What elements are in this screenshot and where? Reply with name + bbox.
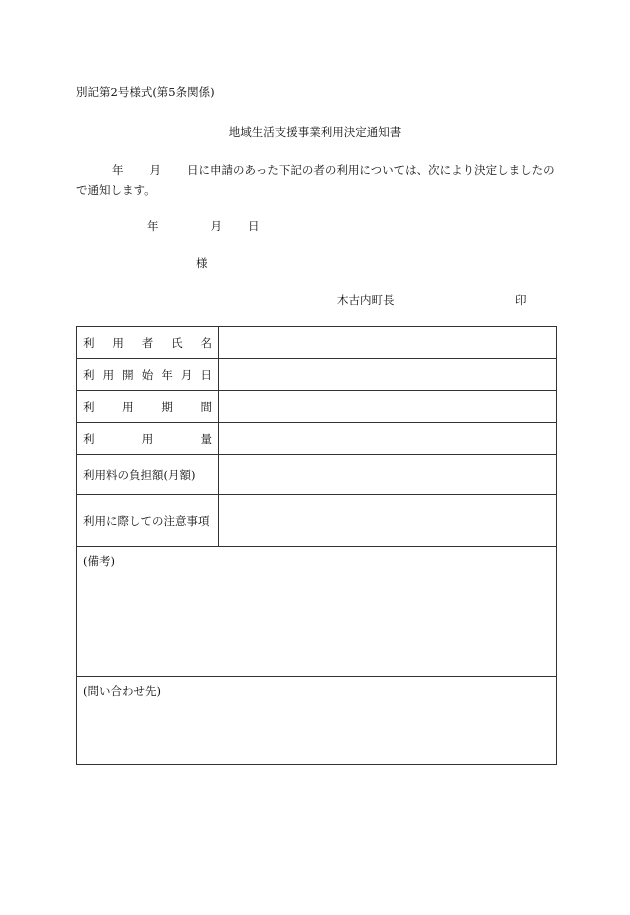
label-char: 氏 [171, 335, 183, 350]
label-fee: 利用料の負担額(月額) [77, 455, 219, 495]
table-row [77, 495, 557, 547]
notice-body [76, 160, 560, 200]
value-user-name [219, 327, 557, 359]
label-char: 者 [141, 335, 154, 350]
label-char: 期 [161, 399, 173, 414]
label-amount [77, 423, 219, 455]
addressee-suffix: 様 [196, 256, 208, 270]
date-month: 月 [210, 219, 222, 233]
label-char: 利 [83, 367, 95, 382]
label-char: 間 [200, 399, 212, 414]
document-title: 地域生活支援事業利用決定通知書 [228, 125, 402, 139]
value-notes [219, 495, 557, 547]
table-row [77, 391, 557, 423]
date-year: 年 [147, 219, 159, 233]
label-char: 始 [141, 367, 154, 382]
issue-date [147, 218, 260, 234]
label-char: 年 [161, 367, 173, 382]
label-char: 月 [180, 367, 193, 382]
table-row [77, 327, 557, 359]
label-char: 用 [122, 399, 134, 414]
label-char: 量 [200, 431, 212, 446]
table-row [77, 455, 557, 495]
form-reference: 別記第2号様式(第5条関係) [76, 85, 215, 99]
label-user-name [77, 327, 219, 359]
contact-label: (問い合わせ先) [83, 684, 161, 698]
table-row [77, 547, 557, 677]
label-char: 用 [141, 431, 154, 446]
table-row [77, 359, 557, 391]
value-start-date [219, 359, 557, 391]
seal-mark: 印 [515, 293, 527, 307]
label-char: 用 [102, 367, 115, 382]
value-amount [219, 423, 557, 455]
label-char: 利 [83, 335, 95, 350]
body-day-text: 日に申請のあった下記の者の利用については、次により決定しましたので通知します。 [76, 163, 555, 197]
decision-table [76, 326, 557, 765]
label-char: 利 [83, 399, 95, 414]
value-fee [219, 455, 557, 495]
label-char: 開 [122, 367, 134, 382]
label-start-date [77, 359, 219, 391]
issuer-name: 木古内町長 [337, 293, 395, 307]
label-notes: 利用に際しての注意事項 [77, 495, 219, 547]
body-year: 年 [112, 163, 124, 177]
value-period [219, 391, 557, 423]
label-period [77, 391, 219, 423]
label-char: 用 [112, 335, 124, 350]
remarks-cell [77, 547, 557, 677]
table-row [77, 677, 557, 765]
label-char: 日 [200, 367, 212, 382]
date-day: 日 [248, 219, 260, 233]
label-char: 利 [83, 431, 95, 446]
remarks-label: (備考) [83, 554, 115, 568]
label-char: 名 [200, 335, 212, 350]
table-row [77, 423, 557, 455]
contact-cell [77, 677, 557, 765]
body-month: 月 [149, 163, 161, 177]
